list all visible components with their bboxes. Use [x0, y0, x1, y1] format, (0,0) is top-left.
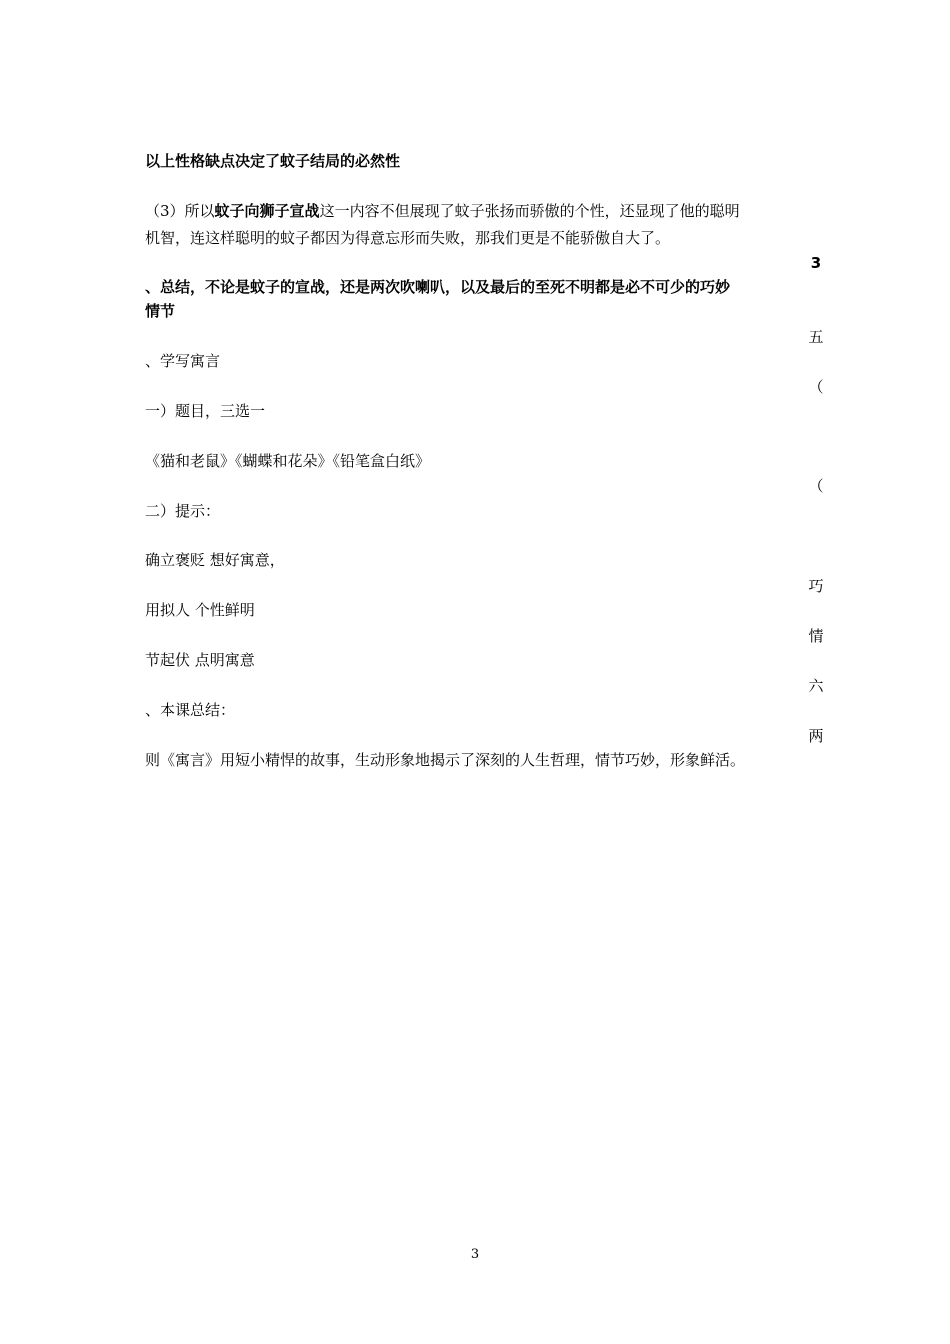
margin-char-paren-2: （	[808, 477, 824, 495]
text-line-conclusion: 以上性格缺点决定了蚊子结局的必然性	[145, 152, 401, 170]
text-line-summary: 、总结，不论是蚊子的宣战，还是两次吹喇叭，以及最后的至死不明都是必不可少的巧妙	[145, 278, 731, 296]
text-line-lesson-summary: 则《寓言》用短小精悍的故事，生动形象地揭示了深刻的人生哲理，情节巧妙，形象鲜活。	[145, 751, 746, 769]
page-number: 3	[470, 1247, 480, 1262]
section-heading-lesson-summary: 、本课总结：	[145, 701, 236, 719]
text-line-hint-1: 确立褒贬 想好寓意，	[145, 551, 285, 569]
text-line-summary-cont: 情节	[145, 302, 176, 320]
text-suffix: 这一内容不但展现了蚊子张扬而骄傲的个性，还显现了他的聪明	[319, 202, 740, 220]
text-bold-phrase: 蚊子向狮子宣战	[214, 202, 320, 220]
subheading-topics: 一）题目，三选一	[145, 402, 266, 420]
section-heading-write-fable: 、学写寓言	[145, 352, 221, 370]
text-line-hint-2: 用拟人 个性鲜明	[145, 601, 255, 619]
margin-char-liang: 两	[808, 727, 824, 745]
text-prefix: （3）所以	[145, 202, 215, 220]
margin-char-wu: 五	[808, 328, 824, 346]
margin-char-qiao: 巧	[808, 577, 824, 595]
text-line-hint-3: 节起伏 点明寓意	[145, 651, 255, 669]
margin-char-liu: 六	[808, 677, 824, 695]
text-line-topic-list: 《猫和老鼠》《蝴蝶和花朵》《铅笔盒白纸》	[145, 452, 431, 470]
text-line-point-3-cont: 机智，连这样聪明的蚊子都因为得意忘形而失败，那我们更是不能骄傲自大了。	[145, 229, 671, 247]
margin-char-paren-1: （	[808, 378, 824, 396]
margin-char-qing: 情	[808, 627, 824, 645]
text-line-point-3	[145, 200, 740, 222]
margin-char-3: 3	[810, 254, 822, 272]
subheading-hints: 二）提示：	[145, 502, 221, 520]
